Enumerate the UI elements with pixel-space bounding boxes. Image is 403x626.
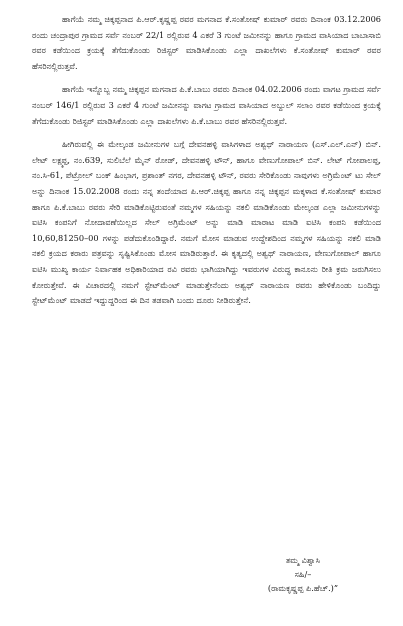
- paragraph-santosh-kumar: ಹಾಗೆಯೆ ನಮ್ಮ ಚಿಕ್ಕಪ್ಪನಾದ ಪಿ.ಆರ್.ಕೃಷ್ಣಪ್ಪ ರವರ ಮಗನಾದ ಕೆ.ಸಂತೋಷ್ ಕುಮಾರ್ ರವರು ದಿನಾಂಕ 03.12.2006 ರಂದು ಚಂದ್ರಾಪುರ ಗ್ರಾಮದ ಸರ್ವೆ ನಂಬರ್ 22/1 ರಲ್ಲಿರುವ 4 ಎಕರೆ 3 ಗುಂಟೆ ಜಮೀನನ್ನು ಹಾಗೂ ಗ್ರಾಮದ ವಾಸಿಯಾದ ಬಾಬಾಸಾಬಿ ರವರ ಕಡೆಯಿಂದ ಕ್ರಯಕ್ಕೆ ತೆಗೆದುಕೊಂಡು ರಿಜಿಸ್ಟರ್ ಮಾಡಿಸಿಕೊಂಡು ಎಲ್ಲಾ ದಾಖಲೆಗಳು ಕೆ.ಸಂತೋಷ್ ಕುಮಾರ್ ರವರ ಹೆಸರಿನಲ್ಲಿರುತ್ತವೆ.: [32, 14, 381, 71]
- signature-closing: ತಮ್ಮ ವಿಶ್ವಾಸಿ: [285, 555, 321, 565]
- signature-signed: ಸಹಿ/–: [294, 569, 312, 579]
- signature-block: [243, 553, 363, 595]
- paragraph-pk-babu: ಹಾಗೆಯೆ ಇನ್ನೊಬ್ಬ ನಮ್ಮ ಚಿಕ್ಕಪ್ಪನ ಮಗನಾದ ಪಿ.ಕೆ.ಬಾಬು ರವರು ದಿನಾಂಕ 04.02.2006 ರಂದು ವಾಗಟ ಗ್ರಾಮದ ಸರ್ವೆ ನಂಬರ್ 146/1 ರಲ್ಲಿರುವ 3 ಎಕರೆ 4 ಗುಂಟೆ ಜಮೀನನ್ನು ವಾಗಟ ಗ್ರಾಮದ ವಾಸಿಯಾದ ಅಬ್ದುಲ್ ಸಲಾಂ ರವರ ಕಡೆಯಿಂದ ಕ್ರಯಕ್ಕೆ ತೆಗೆದುಕೊಂಡು ರಿಜಿಸ್ಟರ್ ಮಾಡಿಸಿಕೊಂಡು ಎಲ್ಲಾ ದಾಖಲೆಗಳು ಪಿ.ಕೆ.ಬಾಬು ರವರ ಹೆಸರಿನಲ್ಲಿರುತ್ತವೆ.: [32, 84, 381, 126]
- paragraph-complaint-details: ಹೀಗಿರುವಲ್ಲಿ ಈ ಮೇಲ್ಕಂಡ ಜಮೀನುಗಳ ಬಗ್ಗೆ ದೇವನಹಳ್ಳಿ ವಾಸಿಗಳಾದ ಅಶ್ವಥ್ ನಾರಾಯಣ (ಎಸ್.ಎಲ್.ಎನ್) ಬಿನ್. ಲೇಟ್ ಲಕ್ಷ್ಮಪ್ಪ, ನಂ.639, ಸುಲಿಬೆಲೆ ಮೈನ್ ರೋಡ್, ದೇವನಹಳ್ಳಿ ಟೌನ್, ಹಾಗೂ ವೇಣುಗೋಪಾಲ್ ಬಿನ್. ಲೇಟ್ ಗೋಪಾಲಪ್ಪ, ನಂ.ಸಿ-61, ಪೆಟ್ರೋಲ್ ಬಂಕ್ ಹಿಂಭಾಗ, ಪ್ರಶಾಂತ್ ನಗರ, ದೇವನಹಳ್ಳಿ ಟೌನ್, ರವರು ಸೇರಿಕೊಂಡು ನಾವುಗಳು ಅಗ್ರಿಮೆಂಟ್ ಟು ಸೇಲ್ ಅನ್ನು ದಿನಾಂಕ 15.02.2008 ರಂದು ನನ್ನ ತಂದೆಯಾದ ಪಿ.ಆರ್.ಚಿಕ್ಕಪ್ಪ ಹಾಗೂ ನನ್ನ ಚಿಕ್ಕಪ್ಪನ ಮಕ್ಕಳಾದ ಕೆ.ಸಂತೋಷ್ ಕುಮಾರ ಹಾಗೂ ಪಿ.ಕೆ.ಬಾಬು ರವರು ಸೇರಿ ಮಾಡಿಕೊಟ್ಟಿರುವಂತೆ ನಮ್ಮಗಳ ಸಹಿಯನ್ನು ನಕಲಿ ಮಾಡಿಕೊಂಡು ಮೇಲ್ಕಂಡ ಎಲ್ಲಾ ಜಮೀನುಗಳನ್ನು ಐಟಿಸಿ ಕಂಪನಿಗೆ ನೋದಾವಣೆಯಿಲ್ಲದ ಸೇಲ್ ಅಗ್ರಿಮೆಂಟ್ ಅನ್ನು ಮಾಡಿ ಮಾರಾಟ ಮಾಡಿ ಐಟಿಸಿ ಕಂಪನಿ ಕಡೆಯಿಂದ 10,60,81250–00 ಗಳನ್ನು ಪಡೆದುಕೊಂಡಿದ್ದಾರೆ. ನಮಗೆ ಮೋಸ ಮಾಡುವ ಉದ್ದೇಶದಿಂದ ನಮ್ಮಗಳ ಸಹಿಯನ್ನು ನಕಲಿ ಮಾಡಿ ನಕಲಿ ಕ್ರಯದ ಕರಾರು ಪತ್ರವನ್ನು ಸೃಷ್ಟಿಸಿಕೊಂಡು ಮೋಸ ಮಾಡಿರುತ್ತಾರೆ. ಈ ಕೃತ್ಯದಲ್ಲಿ ಅಶ್ವಥ್ ನಾರಾಯಣ, ವೇಣುಗೋಪಾಲ್ ಹಾಗೂ ಐಟಿಸಿ ಮುಖ್ಯ ಕಾರ್ಯ ನಿರ್ವಾಹಕ ಅಧಿಕಾರಿಯಾದ ರವಿ ರವರು ಭಾಗಿಯಾಗಿದ್ದು ಇವರುಗಳ ವಿರುದ್ಧ ಕಾನೂನು ರೀತಿ ಕ್ರಮ ಜರುಗಿಸಲು ಕೋರುತ್ತೇವೆ. ಈ ವಿಚಾರದಲ್ಲಿ ನಮಗೆ ಸ್ಟೇಟ್‌ಮೆಂಟ್ ಮಾಡುತ್ತೇನೆಂದು ಅಶ್ವಥ್ ನಾರಾಯಣ ರವರು ಹೇಳಿಕೊಂಡು ಬಂದಿದ್ದು ಸ್ಟೇಟ್‌ಮೆಂಟ್ ಮಾಡದೆ ಇದ್ದುದ್ದರಿಂದ ಈ ದಿನ ತಡವಾಗಿ ಬಂದು ದೂರು ನೀಡಿರುತ್ತೇನೆ.: [32, 139, 381, 306]
- signature-name: (ರಾಮಕೃಷ್ಣಪ್ಪ ಪಿ.ಹೆಚ್.)”: [267, 583, 339, 593]
